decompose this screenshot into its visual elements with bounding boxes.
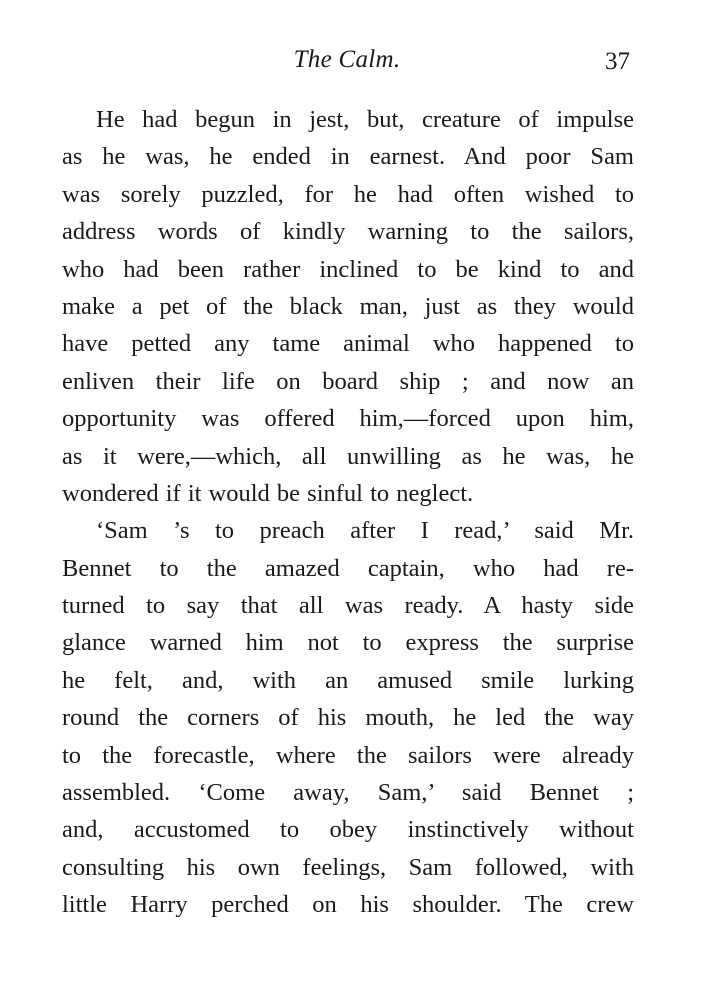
text-line: make a pet of the black man, just as they would bbox=[62, 292, 634, 320]
text-line: opportunity was offered him,—forced upon him, bbox=[62, 405, 634, 433]
text-line: ‘Sam ’s to preach after I read,’ said Mr. bbox=[96, 517, 634, 545]
text-line: he felt, and, with an amused smile lurking bbox=[62, 666, 634, 694]
text-line: turned to say that all was ready. A hasty side bbox=[62, 592, 634, 620]
text-line: assembled. ‘Come away, Sam,’ said Bennet ; bbox=[62, 779, 634, 807]
text-line: enliven their life on board ship ; and now an bbox=[62, 367, 634, 395]
text-line: He had begun in jest, but, creature of impulse bbox=[96, 106, 634, 133]
text-line: as he was, he ended in earnest. And poor Sam bbox=[62, 143, 634, 171]
text-line: glance warned him not to express the surprise bbox=[62, 629, 634, 657]
page-header bbox=[64, 46, 630, 80]
page-number: 37 bbox=[605, 48, 630, 75]
text-line: little Harry perched on his shoulder. The crew bbox=[62, 891, 634, 919]
text-line: address words of kindly warning to the sailors, bbox=[62, 218, 634, 246]
text-line: Bennet to the amazed captain, who had re- bbox=[62, 554, 634, 582]
text-line: and, accustomed to obey instinctively without bbox=[62, 816, 634, 844]
text-line: consulting his own feelings, Sam followed, with bbox=[62, 853, 634, 881]
text-line: wondered if it would be sinful to neglect. bbox=[62, 479, 474, 507]
running-title: The Calm. bbox=[293, 46, 401, 73]
paragraph bbox=[62, 512, 634, 923]
text-line: round the corners of his mouth, he led the way bbox=[62, 704, 634, 732]
body-text bbox=[62, 101, 634, 924]
text-line: as it were,—which, all unwilling as he was, he bbox=[62, 442, 634, 470]
paragraph bbox=[62, 101, 634, 512]
text-line: was sorely puzzled, for he had often wished to bbox=[62, 180, 634, 208]
text-line: who had been rather inclined to be kind to and bbox=[62, 255, 634, 283]
text-line: to the forecastle, where the sailors were already bbox=[62, 741, 634, 769]
text-line: have petted any tame animal who happened to bbox=[62, 330, 634, 358]
